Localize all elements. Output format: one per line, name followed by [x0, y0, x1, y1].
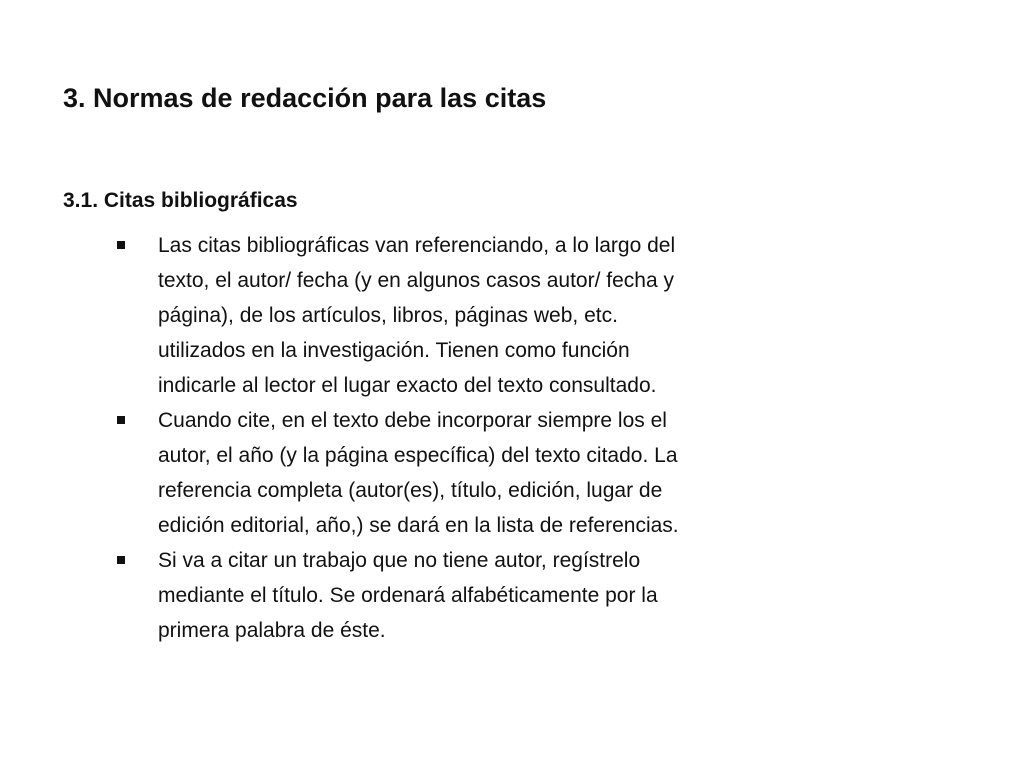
bullet-text-line: mediante el título. Se ordenará alfabéticamente por la — [158, 584, 658, 607]
list-item — [117, 403, 817, 543]
bullet-text-line: indicarle al lector el lugar exacto del texto consultado. — [158, 374, 657, 397]
bullet-text-line: Cuando cite, en el texto debe incorporar siempre los el — [158, 409, 667, 432]
bullet-text-line: Las citas bibliográficas van referenciando, a lo largo del — [158, 234, 676, 257]
bullet-text-line: primera palabra de éste. — [158, 619, 386, 642]
bullet-text-line: texto, el autor/ fecha (y en algunos casos autor/ fecha y — [158, 269, 674, 292]
square-bullet-icon — [117, 241, 125, 249]
square-bullet-icon — [117, 556, 125, 564]
slide-title: 3. Normas de redacción para las citas — [63, 83, 547, 113]
list-item — [117, 228, 817, 403]
bullet-text-line: edición editorial, año,) se dará en la lista de referencias. — [158, 514, 679, 537]
bullet-text-line: página), de los artículos, libros, páginas web, etc. — [158, 304, 618, 327]
section-subtitle: 3.1. Citas bibliográficas — [63, 189, 298, 212]
bullet-text-line: utilizados en la investigación. Tienen como función — [158, 339, 630, 362]
bullet-text-line: Si va a citar un trabajo que no tiene autor, regístrelo — [158, 549, 641, 572]
bullet-text-line: referencia completa (autor(es), título, edición, lugar de — [158, 479, 663, 502]
bullet-text-line: autor, el año (y la página específica) del texto citado. La — [158, 444, 678, 467]
bullet-list — [117, 228, 817, 648]
square-bullet-icon — [117, 416, 125, 424]
list-item — [117, 543, 817, 648]
